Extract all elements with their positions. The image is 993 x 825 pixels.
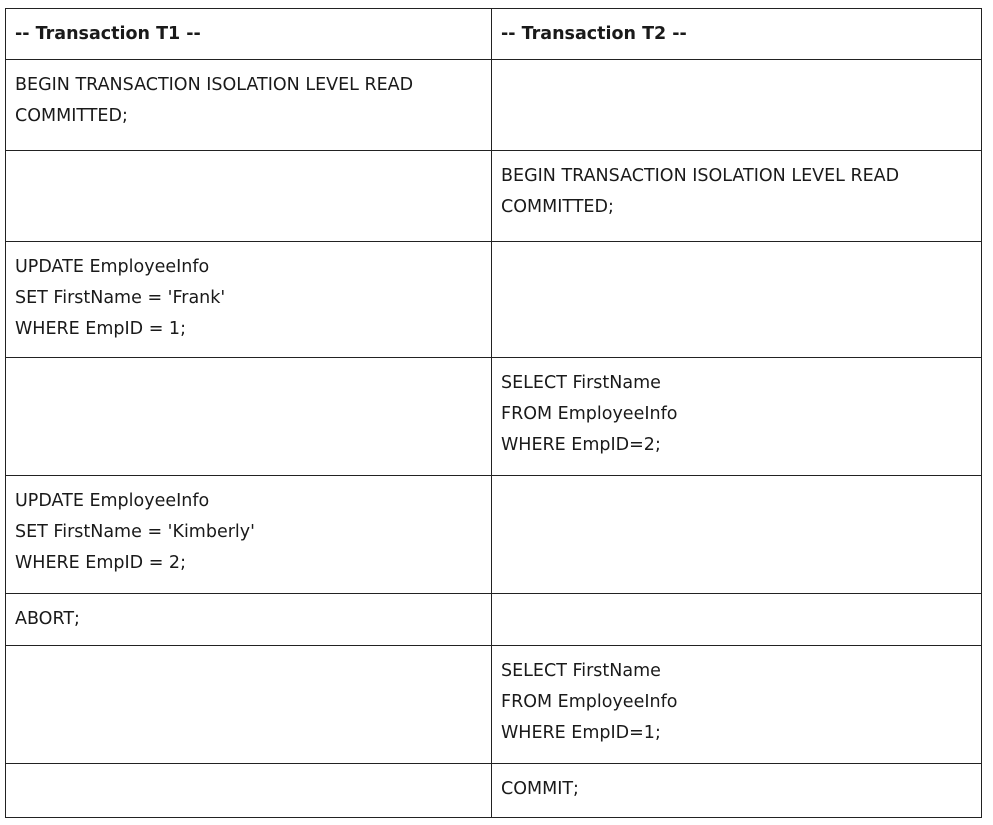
- t1-cell: [6, 242, 492, 358]
- sql-line: WHERE EmpID=2;: [501, 435, 661, 455]
- table-row: [6, 594, 982, 646]
- table-row: [6, 764, 982, 818]
- table-row: [6, 646, 982, 764]
- sql-line: SET FirstName = 'Frank': [15, 288, 226, 308]
- t2-cell: [492, 476, 982, 594]
- sql-line: SET FirstName = 'Kimberly': [15, 522, 255, 542]
- t2-cell: [492, 60, 982, 151]
- sql-line: WHERE EmpID = 2;: [15, 553, 186, 573]
- sql-line: FROM EmployeeInfo: [501, 692, 678, 712]
- t2-cell: [492, 151, 982, 242]
- t2-cell: [492, 646, 982, 764]
- t1-cell: [6, 594, 492, 646]
- sql-line: SELECT FirstName: [501, 373, 661, 393]
- transaction-schedule-table: [5, 8, 982, 818]
- t1-cell: [6, 358, 492, 476]
- sql-line: SELECT FirstName: [501, 661, 661, 681]
- sql-line: BEGIN TRANSACTION ISOLATION LEVEL READ: [15, 75, 414, 95]
- t2-cell: [492, 242, 982, 358]
- t1-cell: [6, 646, 492, 764]
- t1-cell: [6, 60, 492, 151]
- header-transaction-t2: -- Transaction T2 --: [492, 9, 982, 60]
- sql-line: ABORT;: [15, 609, 80, 629]
- table-row: [6, 358, 982, 476]
- t2-cell: [492, 764, 982, 818]
- t1-cell: [6, 151, 492, 242]
- table-header-row: [6, 9, 982, 60]
- table-row: [6, 151, 982, 242]
- t2-cell: [492, 594, 982, 646]
- sql-line: COMMIT;: [501, 779, 579, 799]
- sql-line: COMMITTED;: [15, 106, 128, 126]
- sql-line: WHERE EmpID=1;: [501, 723, 661, 743]
- header-transaction-t1: -- Transaction T1 --: [6, 9, 492, 60]
- sql-line: COMMITTED;: [501, 197, 614, 217]
- table-row: [6, 60, 982, 151]
- table-row: [6, 476, 982, 594]
- sql-line: UPDATE EmployeeInfo: [15, 491, 210, 511]
- t2-cell: [492, 358, 982, 476]
- table-row: [6, 242, 982, 358]
- sql-line: WHERE EmpID = 1;: [15, 319, 186, 339]
- sql-line: UPDATE EmployeeInfo: [15, 257, 210, 277]
- t1-cell: [6, 476, 492, 594]
- sql-line: BEGIN TRANSACTION ISOLATION LEVEL READ: [501, 166, 900, 186]
- t1-cell: [6, 764, 492, 818]
- sql-line: FROM EmployeeInfo: [501, 404, 678, 424]
